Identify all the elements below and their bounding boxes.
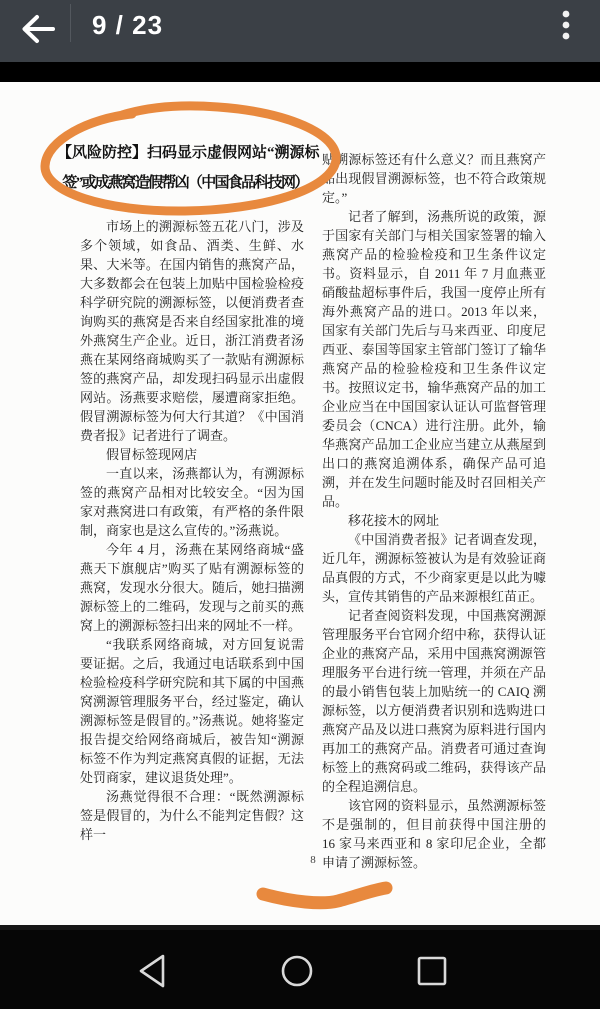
home-circle-icon (271, 982, 323, 997)
recents-square-icon (406, 982, 458, 997)
document-page-number: 8 (310, 854, 316, 866)
article-paragraph: 今年 4 月，汤燕在某网络商城“盛燕天下旗舰店”购买了贴有溯源标签的燕窝，发现水分很大。随后，她扫描溯源标签上的二维码，发现与之前买的燕窝上的溯源标签扫出来的网址不一样。 (80, 542, 304, 633)
article-left-column (80, 217, 304, 877)
article-paragraph: 记者了解到，汤燕所说的政策，源于国家有关部门与相关国家签署的输入燕窝产品的检验检疫和卫生条件议定书。资料显示，自 2011 年 7 月血燕亚硝酸盐超标事件后，我国一度停止所有海外燕窝产品的进口。2013 年以来，国家有关部门先后与马来西亚、印度尼西亚、泰国等国家主管部门签订了输华燕窝产品的检验检疫和卫生条件议定书。按照议定书，输华燕窝产品的加工企业应当在中国国家认证认可监督管理委员会（CNCA）进行注册。此外，输华燕窝产品加工企业应当建立从燕屋到出口的燕窝追溯体系，确保产品可追溯，并在发生问题时能及时召回相关产品。 (322, 209, 546, 509)
article-paragraph: 贴溯源标签还有什么意义？而且燕窝产品出现假冒溯源标签，也不符合政策规定。” (322, 152, 546, 205)
section-subheading: 假冒标签现网店 (106, 447, 198, 462)
back-button[interactable] (16, 9, 60, 51)
article-paragraph: 该官网的资料显示，虽然溯源标签不是强制的，但目前获得中国注册的 16 家马来西亚和 8 家印尼企业，全都申请了溯源标签。 (322, 798, 546, 870)
topbar-divider (70, 4, 71, 42)
kebab-menu-icon (560, 38, 572, 53)
article-paragraph: 一直以来，汤燕都认为，有溯源标签的燕窝产品相对比较安全。“因为国家对燕窝进口有政策，有严格的条件限制，商家也是这么宣传的。”汤燕说。 (80, 466, 304, 538)
article-paragraph: “我联系网络商城，对方回复说需要证据。之后，我通过电话联系到中国检验检疫科学研究院和其下属的中国燕窝溯源管理服务平台，经过鉴定，确认溯源标签是假冒的。”汤燕说。她将鉴定报告提交给网络商城后，被告知“溯源标签不作为判定燕窝真假的证据，无法处罚商家，建议退货处理”。 (80, 637, 304, 785)
nav-home-button[interactable] (271, 948, 323, 994)
article-right-column (322, 150, 546, 910)
article-paragraph: 汤燕觉得很不合理：“既然溯源标签是假冒的，为什么不能判定售假？这样一 (80, 789, 304, 842)
android-nav-bar (0, 930, 600, 1009)
document-page[interactable] (0, 82, 600, 925)
page-indicator: 9 / 23 (92, 10, 164, 40)
back-triangle-icon (126, 982, 178, 997)
article-title-line1: 【风险防控】扫码显示虚假网站“溯源标 (57, 145, 320, 161)
top-app-bar (0, 0, 600, 62)
overflow-menu-button[interactable] (546, 6, 586, 50)
article-paragraph: 市场上的溯源标签五花八门，涉及多个领域，如食品、酒类、生鲜、水果、大米等。在国内销售的燕窝产品，大多数都会在包装上加贴中国检验检疫科学研究院的溯源标签，以便消费者查询购买的燕窝是否来自经国家批准的境外燕窝生产企业。近日，浙江消费者汤燕在某网络商城购买了一款贴有溯源标签的燕窝产品，却发现扫码显示出虚假网站。汤燕要求赔偿，屡遭商家拒绝。假冒溯源标签为何大行其道？《中国消费者报》记者进行了调查。 (80, 219, 304, 443)
nav-back-button[interactable] (126, 948, 178, 994)
arrow-left-icon (18, 37, 58, 52)
article-title-line2: 签”或成燕窝造假帮凶（中国食品科技网） (62, 175, 308, 191)
nav-recents-button[interactable] (406, 948, 458, 994)
article-title (57, 138, 320, 198)
article-paragraph: 记者查阅资料发现，中国燕窝溯源管理服务平台官网介绍中称，获得认证企业的燕窝产品，采用中国燕窝溯源管理服务平台进行统一管理，并须在产品的最小销售包装上加贴统一的 CAIQ 溯源标签，以方便消费者识别和选购进口燕窝产品及以进口燕窝为原料进行国内再加工的燕窝产品。消费者可通过查询标签上的燕窝码或二维码，获得该产品的全程追溯信息。 (322, 608, 546, 794)
section-subheading: 移花接木的网址 (348, 513, 440, 528)
article-paragraph: 《中国消费者报》记者调查发现，近几年，溯源标签被认为是有效验证商品真假的方式，不少商家更是以此为噱头，宣传其销售的产品来源根红苗正。 (322, 532, 546, 604)
topbar-shadow-band (0, 62, 600, 82)
